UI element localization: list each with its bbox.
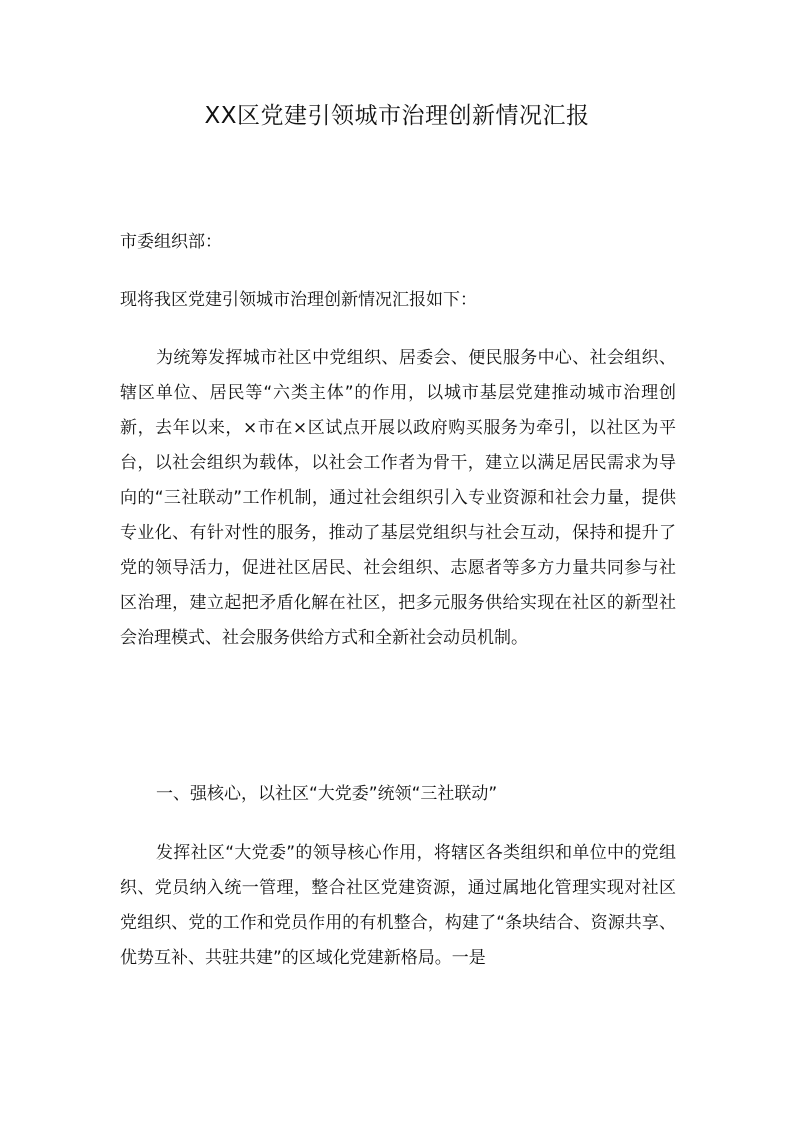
document-title: XX区党建引领城市治理创新情况汇报: [204, 103, 590, 129]
section-heading-1: 一、强核心，以社区“大党委”统领“三社联动”: [156, 784, 498, 804]
body-paragraph-1: 为统筹发挥城市社区中党组织、居委会、便民服务中心、社会组织、辖区单位、居民等“六类主体”的作用，以城市基层党建推动城市治理创新，去年以来，×市在×区试点开展以政府购买服务为牵引，以社区为平台，以社会组织为载体，以社会工作者为骨干，建立以满足居民需求为导向的“三社联动”工作机制，通过社会组织引入专业资源和社会力量，提供专业化、有针对性的服务，推动了基层党组织与社会互动，保持和提升了党的领导活力，促进社区居民、社会组织、志愿者等多方力量共同参与社区治理，建立起把矛盾化解在社区，把多元服务供给实现在社区的新型社会治理模式、社会服务供给方式和全新社会动员机制。: [120, 348, 676, 648]
salutation: 市委组织部：: [120, 232, 222, 252]
intro-paragraph: 现将我区党建引领城市治理创新情况汇报如下：: [120, 290, 477, 310]
body-paragraph-2: 发挥社区“大党委”的领导核心作用，将辖区各类组织和单位中的党组织、党员纳入统一管理，整合社区党建资源，通过属地化管理实现对社区党组织、党的工作和党员作用的有机整合，构建了“条块结合、资源共享、优势互补、共驻共建”的区域化党建新格局。一是: [120, 843, 676, 968]
